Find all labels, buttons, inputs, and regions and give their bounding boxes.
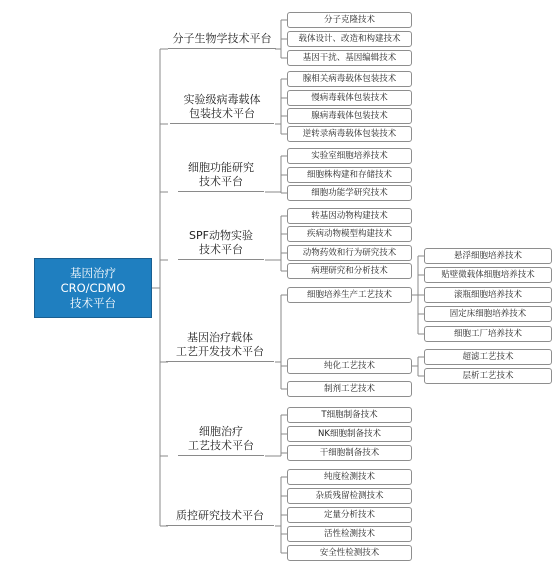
category-gene-therapy-vector-process: 基因治疗载体 工艺开发技术平台 [166,328,274,362]
leaf-impurity-residue-testing: 杂质残留检测技术 [287,488,412,504]
subleaf-fixed-bed-culture: 固定床细胞培养技术 [424,306,552,322]
category-quality-control: 质控研究技术平台 [166,506,274,526]
leaf-purification-process: 纯化工艺技术 [287,358,412,374]
leaf-lentivirus-packaging: 慢病毒载体包装技术 [287,90,412,106]
leaf-pharmacodynamics-behavior: 动物药效和行为研究技术 [287,245,412,261]
leaf-pathology-analysis: 病理研究和分析技术 [287,263,412,279]
leaf-stem-cell-preparation: 干细胞制备技术 [287,445,412,461]
leaf-quantitative-analysis: 定量分析技术 [287,507,412,523]
category-molecular-biology: 分子生物学技术平台 [168,29,276,49]
leaf-lab-cell-culture: 实验室细胞培养技术 [287,148,412,164]
root-node: 基因治疗 CRO/CDMO 技术平台 [34,258,152,318]
leaf-gene-interference-editing: 基因干扰、基因编辑技术 [287,50,412,66]
leaf-nk-cell-preparation: NK细胞制备技术 [287,426,412,442]
subleaf-roller-bottle-culture: 滚瓶细胞培养技术 [424,287,552,303]
leaf-formulation-process: 制剂工艺技术 [287,381,412,397]
subleaf-suspension-culture: 悬浮细胞培养技术 [424,248,552,264]
category-viral-vector-packaging: 实验级病毒载体 包装技术平台 [170,90,274,124]
category-spf-animal: SPF动物实验 技术平台 [178,226,264,260]
subleaf-cell-factory-culture: 细胞工厂培养技术 [424,326,552,342]
category-cell-function: 细胞功能研究 技术平台 [178,158,264,192]
leaf-disease-model: 疾病动物模型构建技术 [287,226,412,242]
leaf-vector-design: 载体设计、改造和构建技术 [287,31,412,47]
leaf-purity-testing: 纯度检测技术 [287,469,412,485]
leaf-cell-culture-production: 细胞培养生产工艺技术 [287,287,412,303]
leaf-cell-function-research: 细胞功能学研究技术 [287,185,412,201]
subleaf-chromatography: 层析工艺技术 [424,368,552,384]
leaf-t-cell-preparation: T细胞制备技术 [287,407,412,423]
leaf-activity-testing: 活性检测技术 [287,526,412,542]
leaf-aav-packaging: 腺相关病毒载体包装技术 [287,71,412,87]
subleaf-microcarrier-culture: 贴壁微载体细胞培养技术 [424,267,552,283]
leaf-retrovirus-packaging: 逆转录病毒载体包装技术 [287,126,412,142]
category-cell-therapy-process: 细胞治疗 工艺技术平台 [178,422,264,456]
leaf-safety-testing: 安全性检测技术 [287,545,412,561]
leaf-adenovirus-packaging: 腺病毒载体包装技术 [287,108,412,124]
leaf-molecular-cloning: 分子克隆技术 [287,12,412,28]
leaf-transgenic-animal: 转基因动物构建技术 [287,208,412,224]
subleaf-ultrafiltration: 超滤工艺技术 [424,349,552,365]
leaf-cell-line-construction: 细胞株构建和存储技术 [287,167,412,183]
